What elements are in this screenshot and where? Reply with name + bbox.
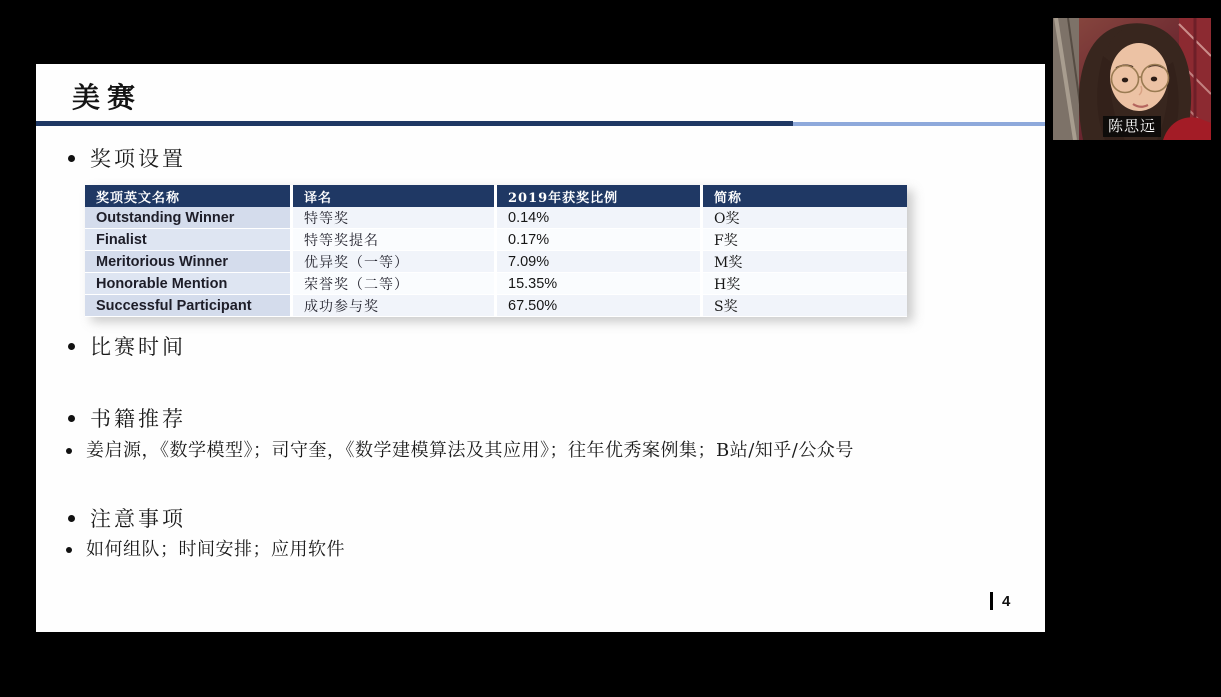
- table-cell: 67.50%: [497, 295, 703, 317]
- bullet-icon: [66, 547, 72, 553]
- bullet-notes: [68, 506, 186, 532]
- awards-table: [85, 185, 907, 317]
- page-number: [990, 592, 1010, 610]
- table-cell: O奖: [703, 207, 907, 229]
- divider-light-segment: [793, 122, 1045, 126]
- divider-dark-segment: [36, 121, 793, 126]
- bullet-books: [68, 406, 186, 432]
- table-cell: Successful Participant: [85, 295, 293, 317]
- table-cell: Outstanding Winner: [85, 207, 293, 229]
- bullet-schedule: [68, 334, 186, 360]
- table-header: 简称: [703, 185, 907, 207]
- bullet-awards: [68, 146, 186, 172]
- bullet-icon: [68, 415, 75, 422]
- page-number-value: 4: [1002, 592, 1011, 610]
- table-cell: Honorable Mention: [85, 273, 293, 295]
- bullet-icon: [66, 448, 72, 454]
- table-cell: 0.17%: [497, 229, 703, 251]
- presentation-slide: [36, 64, 1045, 632]
- bullet-notes-detail: [66, 539, 345, 561]
- participant-name: 陈思远: [1103, 116, 1161, 137]
- bullet-books-detail-label: 姜启源，《数学模型》；司守奎，《数学建模算法及其应用》；往年优秀案例集；B站/知乎/公众号: [86, 440, 854, 461]
- table-cell: S奖: [703, 295, 907, 317]
- table-header: 2019年获奖比例: [497, 185, 703, 207]
- bullet-schedule-label: 比赛时间: [90, 335, 186, 359]
- bullet-icon: [68, 155, 75, 162]
- title-divider: [36, 121, 1045, 126]
- table-cell: F奖: [703, 229, 907, 251]
- table-cell: 特等奖: [293, 207, 497, 229]
- table-cell: 7.09%: [497, 251, 703, 273]
- table-cell: 15.35%: [497, 273, 703, 295]
- table-cell: H奖: [703, 273, 907, 295]
- table-header: 奖项英文名称: [85, 185, 293, 207]
- table-cell: 0.14%: [497, 207, 703, 229]
- bullet-icon: [68, 515, 75, 522]
- table-cell: Finalist: [85, 229, 293, 251]
- table-cell: 特等奖提名: [293, 229, 497, 251]
- table-cell: 荣誉奖（二等）: [293, 273, 497, 295]
- bullet-awards-label: 奖项设置: [90, 147, 186, 171]
- table-cell: M奖: [703, 251, 907, 273]
- bullet-notes-label: 注意事项: [90, 507, 186, 531]
- bullet-icon: [68, 343, 75, 350]
- page-number-bar: [990, 592, 993, 610]
- table-cell: 优异奖（一等）: [293, 251, 497, 273]
- webcam-tile[interactable]: [1053, 18, 1211, 140]
- bullet-books-detail: [66, 440, 936, 462]
- bullet-books-label: 书籍推荐: [90, 407, 186, 431]
- table-header: 译名: [293, 185, 497, 207]
- bullet-notes-detail-label: 如何组队；时间安排；应用软件: [86, 539, 345, 560]
- table-cell: Meritorious Winner: [85, 251, 293, 273]
- slide-title: 美赛: [72, 81, 143, 114]
- table-cell: 成功参与奖: [293, 295, 497, 317]
